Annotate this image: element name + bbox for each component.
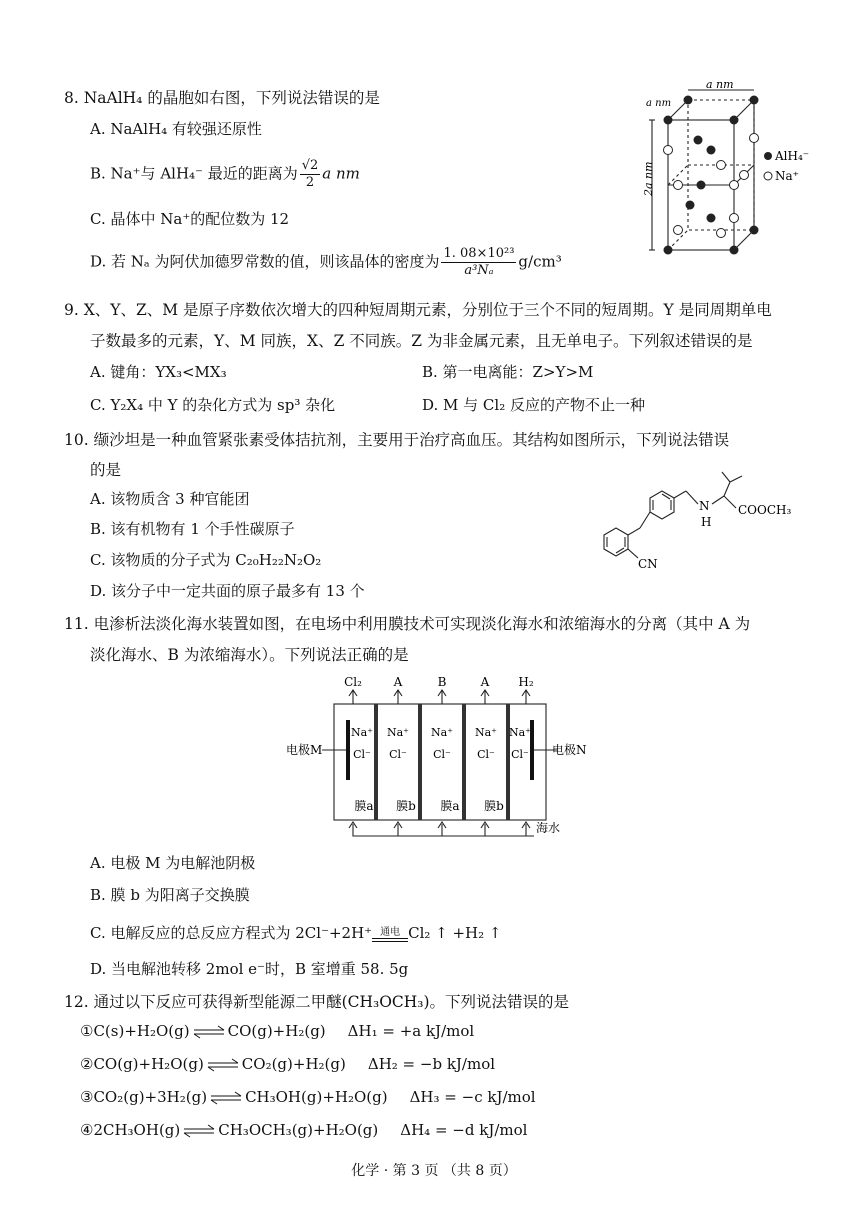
q12-stem: 12. 通过以下反应可获得新型能源二甲醚(CH₃OCH₃)。下列说法错误的是 xyxy=(64,993,570,1011)
q9-option-c: C. Y₂X₄ 中 Y 的杂化方式为 sp³ 杂化 xyxy=(90,396,336,414)
q10-stem-line2: 的是 xyxy=(90,461,122,479)
q10-option-c: C. 该物质的分子式为 C₂₀H₂₂N₂O₂ xyxy=(90,551,322,569)
q8-legend-na: Na⁺ xyxy=(775,169,799,183)
q8-figure-label-2a: 2a nm xyxy=(642,161,655,196)
q11-top-label: H₂ xyxy=(518,675,534,689)
q9-option-b: B. 第一电离能：Z>Y>M xyxy=(422,363,594,381)
q11-electrodialysis-figure xyxy=(282,672,592,848)
q11-membrane-label: 膜b xyxy=(484,799,504,813)
q11-top-label: Cl₂ xyxy=(344,675,362,689)
q11-electrode-n-label: 电极N xyxy=(552,743,587,757)
q10-figure-label-n: N xyxy=(699,499,710,513)
q11-option-d: D. 当电解池转移 2mol e⁻时，B 室增重 58. 5g xyxy=(90,960,409,978)
q11-top-label: B xyxy=(437,675,447,689)
q10-figure-label-h: H xyxy=(701,515,712,529)
q11-electrode-m-label: 电极M xyxy=(286,743,323,757)
q11-seawater-label: 海水 xyxy=(536,821,561,835)
page-footer: 化学 · 第 3 页 （共 8 页） xyxy=(351,1163,517,1179)
q8-d-fraction: $\frac{\text{1. 08×10²³}}{\text{a³Nₐ}}$ xyxy=(443,246,515,278)
q11-membrane-label: 膜a xyxy=(440,799,460,813)
q8-option-a: A. NaAlH₄ 有较强还原性 xyxy=(90,120,262,138)
q10-figure-label-cn: CN xyxy=(638,557,658,571)
q11-top-label: A xyxy=(393,675,403,689)
q11-option-b: B. 膜 b 为阳离子交换膜 xyxy=(90,886,250,904)
q11-ion-cl: Cl⁻ xyxy=(389,748,407,761)
q11-ion-cl: Cl⁻ xyxy=(477,748,495,761)
q8-option-d: D. 若 Nₐ 为阿伏加德罗常数的值，则该晶体的密度为 $\frac{\text{1. 08×10²³}}{\text{a³Nₐ}}$ g/cm³ xyxy=(90,246,562,278)
q11-ion-cl: Cl⁻ xyxy=(353,748,371,761)
q8-option-b: B. Na⁺与 AlH₄⁻ 最近的距离为 $\frac{√2}{2}$ a nm xyxy=(90,158,360,190)
q11-ion-cl: Cl⁻ xyxy=(511,748,529,761)
q11-membrane-label: 膜b xyxy=(396,799,416,813)
equilibrium-arrow-icon xyxy=(206,1058,240,1072)
q10-structure-figure xyxy=(590,470,830,580)
equilibrium-arrow-icon xyxy=(209,1091,243,1105)
q11-option-c: C. 电解反应的总反应方程式为 2Cl⁻+2H⁺ 通电 Cl₂ ↑ +H₂ ↑ xyxy=(90,924,502,942)
q11-stem-line1: 11. 电渗析法淡化海水装置如图，在电场中利用膜技术可实现淡化海水和浓缩海水的分离（其中 A 为 xyxy=(64,615,751,633)
q11-top-label: A xyxy=(480,675,490,689)
q12-reaction-1: ①C(s)+H₂O(g) CO(g)+H₂(g) ΔH₁ = +a kJ/mol xyxy=(80,1022,475,1040)
q9-option-a: A. 键角：YX₃<MX₃ xyxy=(90,363,227,381)
q8-stem: 8. NaAlH₄ 的晶胞如右图，下列说法错误的是 xyxy=(64,89,380,107)
q11-c-condition: 通电 xyxy=(372,927,408,942)
q12-reaction-3: ③CO₂(g)+3H₂(g) CH₃OH(g)+H₂O(g) ΔH₃ = −c kJ/mol xyxy=(80,1088,536,1106)
equilibrium-arrow-icon xyxy=(192,1025,226,1039)
q11-membrane-label: 膜a xyxy=(354,799,374,813)
q8-legend-alh4: AlH₄⁻ xyxy=(775,149,810,163)
q11-ion-cl: Cl⁻ xyxy=(433,748,451,761)
q11-stem-line2: 淡化海水、B 为浓缩海水）。下列说法正确的是 xyxy=(90,646,409,664)
q9-option-d: D. M 与 Cl₂ 反应的产物不止一种 xyxy=(422,396,645,414)
q10-figure-label-cooch3: COOCH₃ xyxy=(738,503,792,517)
q11-ion-na: Na⁺ xyxy=(351,726,373,739)
q12-reaction-2: ②CO(g)+H₂O(g) CO₂(g)+H₂(g) ΔH₂ = −b kJ/mol xyxy=(80,1055,496,1073)
q11-option-a: A. 电极 M 为电解池阴极 xyxy=(90,854,256,872)
equilibrium-arrow-icon xyxy=(182,1124,216,1138)
q11-ion-na: Na⁺ xyxy=(431,726,453,739)
q10-stem-line1: 10. 缬沙坦是一种血管紧张素受体拮抗剂，主要用于治疗高血压。其结构如图所示，下列说法错误 xyxy=(64,431,730,449)
q12-reaction-4: ④2CH₃OH(g) CH₃OCH₃(g)+H₂O(g) ΔH₄ = −d kJ/mol xyxy=(80,1121,528,1139)
q8-figure-label-a-side: a nm xyxy=(646,98,672,109)
q8-figure-label-a-top: a nm xyxy=(706,78,734,91)
q10-option-b: B. 该有机物有 1 个手性碳原子 xyxy=(90,520,295,538)
q8-unit-cell-figure xyxy=(640,78,840,258)
q10-option-d: D. 该分子中一定共面的原子最多有 13 个 xyxy=(90,582,365,600)
q9-stem-line2: 子数最多的元素，Y、M 同族，X、Z 不同族。Z 为非金属元素，且无单电子。下列叙述错误的是 xyxy=(90,332,753,350)
q8-b-fraction: $\frac{√2}{2}$ xyxy=(301,158,319,190)
q10-option-a: A. 该物质含 3 种官能团 xyxy=(90,490,250,508)
q11-ion-na: Na⁺ xyxy=(387,726,409,739)
q11-ion-na: Na⁺ xyxy=(475,726,497,739)
q9-stem-line1: 9. X、Y、Z、M 是原子序数依次增大的四种短周期元素，分别位于三个不同的短周期。Y 是同周期单电 xyxy=(64,301,772,319)
q11-ion-na: Na⁺ xyxy=(509,726,531,739)
q8-option-c: C. 晶体中 Na⁺的配位数为 12 xyxy=(90,210,290,228)
